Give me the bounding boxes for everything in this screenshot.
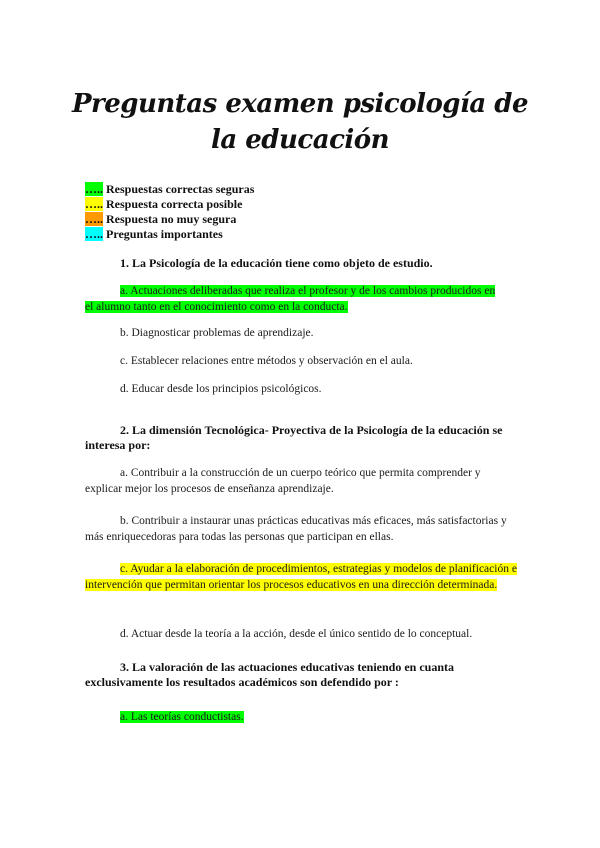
- legend-swatch-orange: …..: [85, 212, 103, 226]
- question-2-option-c: [85, 561, 517, 593]
- legend-label: Respuestas correctas seguras: [106, 182, 255, 196]
- legend-swatch-cyan: …..: [85, 227, 103, 241]
- question-2: 2. La dimensión Tecnológica- Proyectiva de la Psicología de la educación se interesa por:: [85, 423, 503, 452]
- question-1: 1. La Psicología de la educación tiene como objeto de estudio.: [120, 256, 433, 270]
- question-2-option-d: d. Actuar desde la teoría a la acción, desde el único sentido de lo conceptual.: [120, 628, 473, 640]
- option-text: a. Las teorías conductistas.: [120, 711, 244, 723]
- question-1-option-a: [85, 283, 505, 315]
- question-2-option-b: b. Contribuir a instaurar unas prácticas educativas más eficaces, más satisfactorias y más enriquecedoras para todas las personas que participan en ellas.: [85, 515, 507, 543]
- legend: [85, 182, 254, 242]
- legend-item-unsure: [85, 212, 254, 227]
- legend-swatch-yellow: …..: [85, 197, 103, 211]
- legend-label: Preguntas importantes: [106, 227, 223, 241]
- question-1-option-b: b. Diagnosticar problemas de aprendizaje.: [120, 327, 314, 339]
- question-1-option-c: c. Establecer relaciones entre métodos y observación en el aula.: [120, 355, 413, 367]
- legend-label: Respuesta correcta posible: [106, 197, 243, 211]
- option-text: c. Ayudar a la elaboración de procedimientos, estrategias y modelos de planificación e intervención que permitan orientar los procesos educativos en una dirección determinada.: [85, 563, 517, 591]
- question-3-option-a: [120, 709, 244, 725]
- legend-item-sure: [85, 182, 254, 197]
- legend-item-possible: [85, 197, 254, 212]
- question-2-option-a: a. Contribuir a la construcción de un cuerpo teórico que permita comprender y explicar mejor los procesos de enseñanza aprendizaje.: [85, 467, 481, 495]
- legend-swatch-green: …..: [85, 182, 103, 196]
- document-title: Preguntas examen psicología de la educación: [72, 89, 528, 155]
- question-3: 3. La valoración de las actuaciones educativas teniendo en cuanta exclusivamente los resultados académicos son defendido por :: [85, 660, 455, 689]
- legend-item-important: [85, 227, 254, 242]
- legend-label: Respuesta no muy segura: [106, 212, 237, 226]
- question-1-option-d: d. Educar desde los principios psicológicos.: [120, 383, 322, 395]
- option-text: a. Actuaciones deliberadas que realiza el profesor y de los cambios producidos en el alumno tanto en el conocimiento como en la conducta.: [85, 285, 496, 313]
